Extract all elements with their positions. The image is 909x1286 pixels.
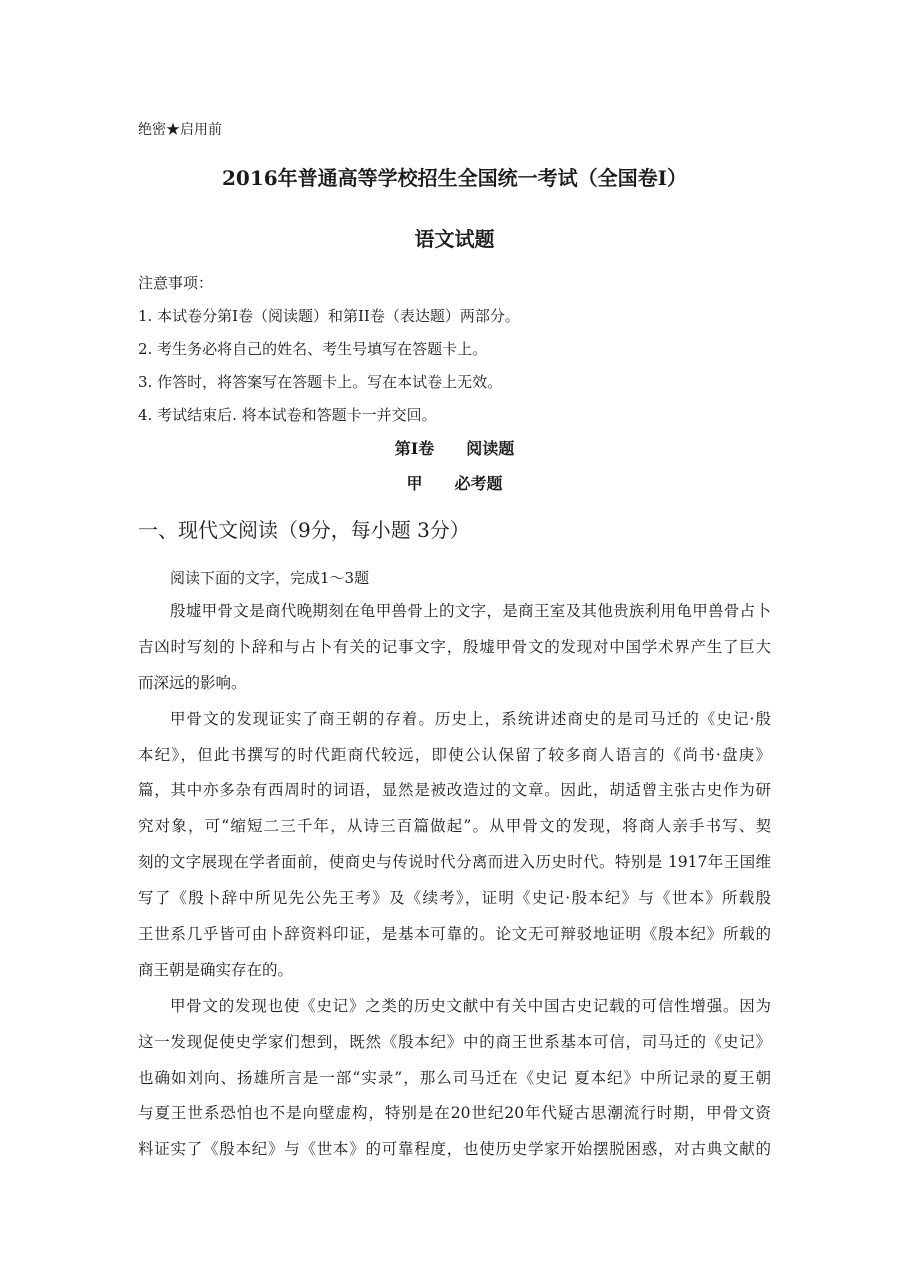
passage-line: 甲骨文的发现证实了商王朝的存着。历史上，系统讲述商史的是司马迁的《史记·殷 <box>170 709 771 728</box>
classification-label: 绝密★启用前 <box>138 122 222 138</box>
passage-line: 甲骨文的发现也使《史记》之类的历史文献中有关中国古史记载的可信性增强。因为 <box>170 996 771 1015</box>
passage-line: 与夏王世系恐怕也不是向壁虚构，特别是在20世纪20年代疑古思潮流行时期，甲骨文资 <box>138 1104 771 1123</box>
notice-block <box>138 267 771 432</box>
passage-line: 本纪》，但此书撰写的时代距商代较远，即使公认保留了较多商人语言的《尚书·盘庚》 <box>138 745 771 764</box>
subject-title: 语文试题 <box>414 227 495 251</box>
passage-line: 刻的文字展现在学者面前，使商史与传说时代分离而进入历史时代。特别是 1917年王国维 <box>138 853 771 872</box>
notice-item: 1. 本试卷分第Ⅰ卷（阅读题）和第II卷（表达题）两部分。 <box>138 307 520 325</box>
notice-item: 2. 考生务必将自己的姓名、考生号填写在答题卡上。 <box>138 340 488 358</box>
exam-title: 2016年普通高等学校招生全国统一考试（全国卷Ⅰ） <box>221 166 688 190</box>
notice-item: 3. 作答时，将答案写在答题卡上。写在本试卷上无效。 <box>138 373 503 391</box>
passage-line: 这一发现促使史学家们想到，既然《殷本纪》中的商王世系基本可信，司马迁的《史记》 <box>138 1032 771 1051</box>
passage-line: 写了《殷卜辞中所见先公先王考》及《续考》，证明《史记·殷本纪》与《世本》所载殷 <box>138 889 771 908</box>
notice-item: 4. 考试结束后. 将本试卷和答题卡一并交回。 <box>138 406 437 424</box>
volume-heading: 第Ⅰ卷 阅读题 <box>394 439 515 458</box>
notice-heading: 注意事项： <box>138 274 214 292</box>
passage-line: 殷墟甲骨文是商代晚期刻在龟甲兽骨上的文字，是商王室及其他贵族利用龟甲兽骨占卜 <box>170 602 771 620</box>
question-heading: 一、现代文阅读（9分，每小题 3分） <box>138 518 470 542</box>
passage-line: 究对象，可“缩短二三千年，从诗三百篇做起”。从甲骨文的发现，将商人亲手书写、契 <box>138 817 771 836</box>
passage-line: 商王朝是确实存在的。 <box>138 960 294 979</box>
question-instruction: 阅读下面的文字，完成1～3题 <box>170 569 370 587</box>
passage-line: 也确如刘向、扬雄所言是一部“实录”，那么司马迁在《史记 夏本纪》中所记录的夏王朝 <box>138 1068 771 1087</box>
passage-line: 篇，其中亦多杂有西周时的词语，显然是被改造过的文章。因此，胡适曾主张古史作为研 <box>138 781 771 800</box>
passage-line: 料证实了《殷本纪》与《世本》的可靠程度，也使历史学家开始摆脱困惑，对古典文献的 <box>138 1140 771 1159</box>
part-heading: 甲 必考题 <box>406 474 503 493</box>
passage-line: 王世系几乎皆可由卜辞资料印证，是基本可靠的。论文无可辩驳地证明《殷本纪》所载的 <box>138 925 771 944</box>
passage-line: 而深远的影响。 <box>138 673 247 692</box>
reading-passage <box>138 594 771 1168</box>
passage-line: 吉凶时写刻的卜辞和与占卜有关的记事文字，殷墟甲骨文的发现对中国学术界产生了巨大 <box>138 637 771 656</box>
